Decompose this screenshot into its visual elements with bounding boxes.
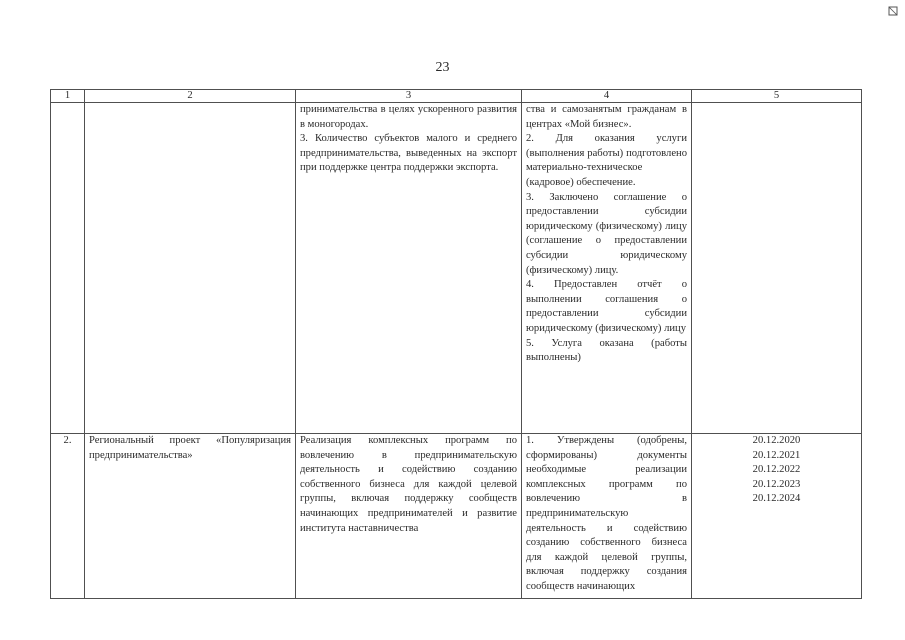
control-point-cell: [522, 434, 692, 599]
date-value: 20.12.2023: [752, 478, 801, 490]
column-header: 1: [51, 90, 85, 103]
result-paragraph: Реализация комплексных программ по вовлечению в предпринимательскую деятельность и содействию созданию собственного бизнеса для каждой целевой группы, включая поддержку сообществ начинающих предпринимателей и развитие института наставничества: [300, 435, 517, 534]
dates-cell: [692, 434, 862, 599]
control-paragraph: 4. Предоставлен отчёт о выполнении соглашения о предоставлении субсидии юридическому (физическому) лицу: [526, 279, 687, 334]
control-paragraph: ства и самозанятым гражданам в центрах «Мой бизнес».: [526, 104, 687, 130]
date-value: 20.12.2022: [752, 464, 801, 476]
control-paragraph: 2. Для оказания услуги (выполнения работы) подготовлено материально-техническое (кадровое) обеспечение.: [526, 133, 687, 188]
project-cell: [85, 103, 296, 434]
page-number: 23: [435, 60, 450, 75]
result-cell: [296, 434, 522, 599]
row-number-cell: 2.: [51, 434, 85, 599]
column-header: 2: [85, 90, 296, 103]
dates-cell: [692, 103, 862, 434]
column-header: 3: [296, 90, 522, 103]
corner-mark: [888, 6, 898, 16]
table-row: [51, 103, 862, 434]
table-row: [51, 434, 862, 599]
date-value: 20.12.2020: [752, 435, 801, 446]
result-paragraph: принимательства в целях ускоренного развития в моногородах.: [300, 104, 517, 130]
table-header-row: [51, 90, 862, 103]
date-value: 20.12.2021: [752, 449, 801, 461]
control-paragraph: 5. Услуга оказана (работы выполнены): [526, 337, 687, 364]
project-cell: Региональный проект «Популяризация предпринимательства»: [85, 434, 296, 599]
date-value: 20.12.2024: [752, 493, 801, 505]
control-paragraph: 1. Утверждены (одобрены, сформированы) документы необходимые реализации комплексных программ по вовлечению в предпринимательскую деятельность и содействию созданию собственного бизнеса для каждой целевой группы, включая поддержку создания сообществ начинающих: [526, 435, 687, 592]
document-table: [50, 89, 862, 599]
result-cell: [296, 103, 522, 434]
result-paragraph: 3. Количество субъектов малого и среднего предпринимательства, выведенных на экспорт при поддержке центра поддержки экспорта.: [300, 133, 517, 174]
control-point-cell: [522, 103, 692, 434]
control-paragraph: 3. Заключено соглашение о предоставлении субсидии юридическому (физическому) лицу (соглашение о предоставлении субсидии юридическому (физическому) лицу.: [526, 191, 687, 276]
row-number-cell: [51, 103, 85, 434]
column-header: 5: [692, 90, 862, 103]
column-header: 4: [522, 90, 692, 103]
